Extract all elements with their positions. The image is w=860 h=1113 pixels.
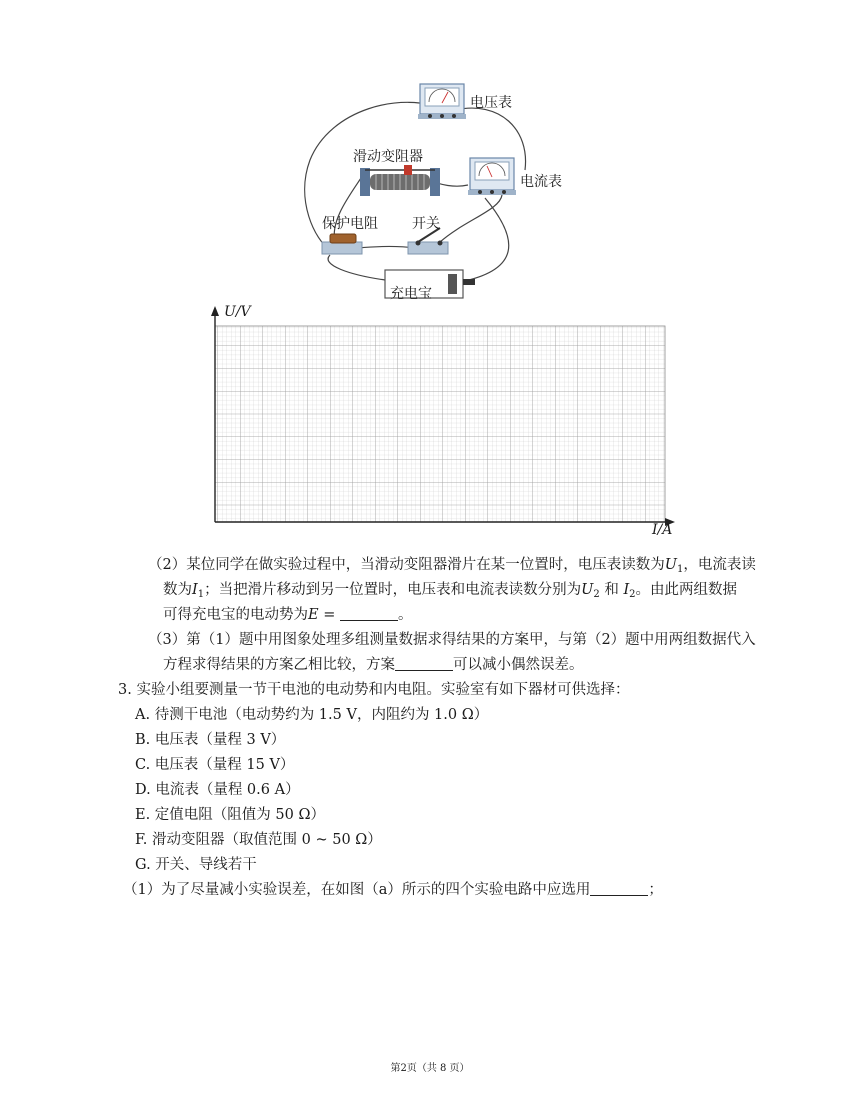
ammeter-label: 电流表 [520, 174, 562, 190]
protective-resistor-label: 保护电阻 [322, 216, 378, 232]
answer-blank-scheme[interactable] [395, 656, 453, 671]
q3-option-b: B. 电压表（量程 3 V） [135, 732, 286, 748]
power-bank-label: 充电宝 [390, 286, 432, 302]
graph-paper [195, 300, 695, 545]
q2-part2-line2: 数为$I_1$；当把滑片移动到另一位置时，电压表和电流表读数分别为$U_2$ 和 $I_2$。由此两组数据 [163, 582, 738, 600]
q3-option-c: C. 电压表（量程 15 V） [135, 757, 295, 773]
rheostat-device [360, 165, 440, 196]
q3-stem: 3. 实验小组要测量一节干电池的电动势和内电阻。实验室有如下器材可供选择： [118, 682, 630, 698]
ammeter-device [468, 158, 516, 195]
voltmeter-device [418, 84, 466, 119]
page-footer: 第2页（共 8 页） [390, 1063, 470, 1074]
q3-option-a: A. 待测干电池（电动势约为 1.5 V，内阻约为 1.0 Ω） [135, 707, 489, 723]
q2-part3-line1: （3）第（1）题中用图象处理多组测量数据求得结果的方案甲，与第（2）题中用两组数据代入 [148, 632, 756, 648]
q3-part1: （1）为了尽量减小实验误差，在如图（a）所示的四个实验电路中应选用 ； [123, 882, 663, 898]
q2-part3-line2: 方程求得结果的方案乙相比较，方案 可以减小偶然误差。 [163, 657, 584, 673]
x-axis-label: I/A [652, 522, 673, 538]
answer-blank-circuit[interactable] [590, 881, 648, 896]
q3-option-d: D. 电流表（量程 0.6 A） [135, 782, 300, 798]
rheostat-label: 滑动变阻器 [353, 149, 423, 165]
answer-blank-emf[interactable] [340, 606, 398, 621]
q3-option-g: G. 开关、导线若干 [135, 857, 257, 873]
q2-part2-line1: （2）某位同学在做实验过程中，当滑动变阻器滑片在某一位置时，电压表读数为$U_1$，电流表读 [148, 557, 756, 575]
protective-resistor-device [322, 234, 362, 254]
q2-part2-line3: 可得充电宝的电动势为E = 。 [163, 607, 413, 623]
switch-label: 开关 [412, 216, 440, 232]
q3-option-f: F. 滑动变阻器（取值范围 0 ~ 50 Ω） [135, 832, 382, 848]
q3-option-e: E. 定值电阻（阻值为 50 Ω） [135, 807, 325, 823]
y-axis-label: U/V [224, 304, 251, 320]
voltmeter-label: 电压表 [470, 95, 512, 111]
